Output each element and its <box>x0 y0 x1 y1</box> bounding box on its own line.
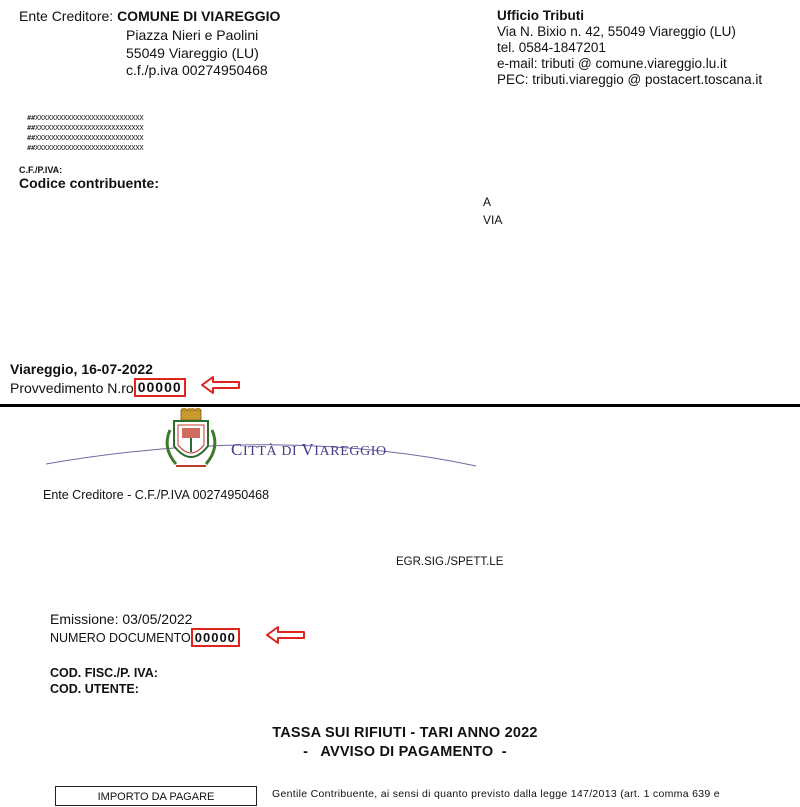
office-block <box>497 8 762 88</box>
creditor-address <box>126 27 268 80</box>
importo-label: IMPORTO DA PAGARE <box>97 791 215 803</box>
brand-cap-v: V <box>301 440 315 459</box>
masked-recipient <box>27 113 143 153</box>
left-arrow-icon <box>265 624 307 646</box>
address-line: c.f./p.iva 00274950468 <box>126 62 268 78</box>
office-title: Ufficio Tributi <box>497 8 584 23</box>
recipient-address-via: VIA <box>483 213 503 227</box>
masked-line: ##XXXXXXXXXXXXXXXXXXXXXXXXXXX <box>27 134 144 142</box>
address-line: 55049 Viareggio (LU) <box>126 44 259 61</box>
notice-creditor-line: Ente Creditore - C.F./P.IVA 00274950468 <box>43 488 270 502</box>
codice-contribuente-label: Codice contribuente: <box>19 175 160 191</box>
brand-rest-2: IAREGGIO <box>314 444 387 459</box>
cod-utente-label: COD. UTENTE: <box>50 682 139 696</box>
office-line: PEC: tributi.viareggio @ postacert.toscana.it <box>497 72 763 87</box>
creditor-label: Ente Creditore: <box>19 8 114 24</box>
recipient-label: EGR.SIG./SPETT.LE <box>396 556 504 568</box>
notice-title: TASSA SUI RIFIUTI - TARI ANNO 2022 <box>272 725 538 741</box>
creditor-name: COMUNE DI VIAREGGIO <box>117 8 281 24</box>
document-number: 00000 <box>191 628 240 647</box>
section-divider <box>0 404 800 407</box>
cod-fisc-label: COD. FISC./P. IVA: <box>50 666 158 680</box>
provvedimento-number: 00000 <box>134 378 186 397</box>
recipient-address-a: A <box>483 195 492 209</box>
provvedimento-line <box>10 378 186 397</box>
creditor-header <box>19 8 280 24</box>
office-line: Via N. Bixio n. 42, 55049 Viareggio (LU) <box>497 24 736 39</box>
document-number-label: NUMERO DOCUMENTO <box>50 630 191 645</box>
notice-body-text: Gentile Contribuente, ai sensi di quanto previsto dalla legge 147/2013 (art. 1 comma 639 e <box>272 788 720 800</box>
address-line: Piazza Nieri e Paolini <box>126 27 259 43</box>
masked-line: ##XXXXXXXXXXXXXXXXXXXXXXXXXXX <box>27 124 144 132</box>
brand-cap-c: C <box>231 440 243 459</box>
masked-line: ##XXXXXXXXXXXXXXXXXXXXXXXXXXX <box>27 114 144 122</box>
office-line: e-mail: tributi @ comune.viareggio.lu.it <box>497 56 727 71</box>
masked-line: ##XXXXXXXXXXXXXXXXXXXXXXXXXXX <box>27 144 144 152</box>
provvedimento-label: Provvedimento N.ro <box>10 379 134 396</box>
brand-rest-1: ITTÀ DI <box>242 444 302 459</box>
left-arrow-icon <box>200 374 242 396</box>
importo-box <box>55 786 257 806</box>
cf-label: C.F./P.IVA: <box>19 165 63 175</box>
office-line: tel. 0584-1847201 <box>497 40 606 55</box>
document-number-line <box>50 628 240 647</box>
city-brand-name <box>231 440 387 460</box>
notice-subtitle: - AVVISO DI PAGAMENTO - <box>303 744 507 760</box>
emission-date: Emissione: 03/05/2022 <box>50 611 193 627</box>
letter-date: Viareggio, 16-07-2022 <box>10 361 153 377</box>
